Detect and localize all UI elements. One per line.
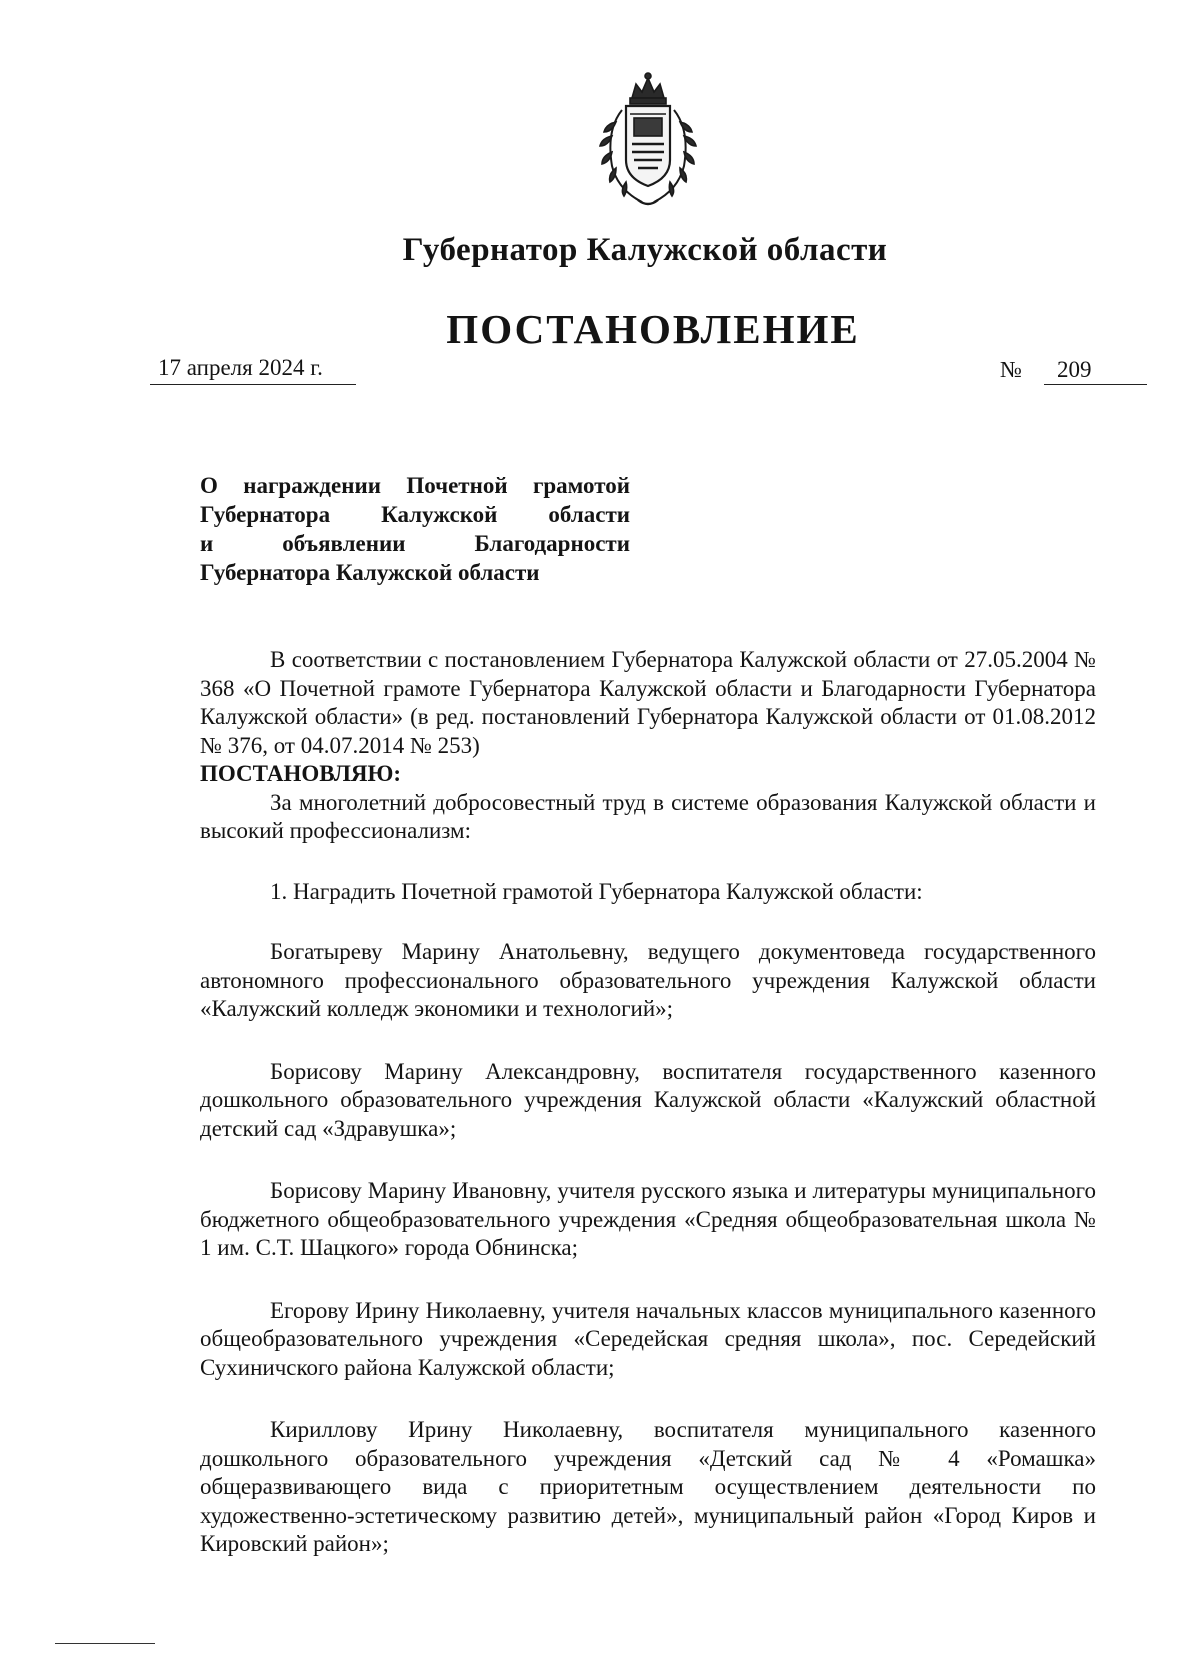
date-underline	[150, 384, 356, 385]
subject-line: и объявлении Благодарности	[200, 531, 630, 556]
document-body	[200, 646, 1096, 1559]
issuing-authority: Губернатор Калужской области	[402, 232, 888, 268]
document-subject	[200, 471, 630, 587]
subject-line: О награждении Почетной грамотой	[200, 473, 630, 498]
awardee-paragraph: Богатыреву Марину Анатольевну, ведущего документоведа государственного автономного профессионального образовательного учреждения Калужской области «Калужский колледж экономики и технологий»;	[200, 939, 1096, 1021]
document-type-title: ПОСТАНОВЛЕНИЕ	[446, 306, 860, 352]
preamble-paragraph: В соответствии с постановлением Губернатора Калужской области от 27.05.2004 № 368 «О Почетной грамоте Губернатора Калужской области и Благодарности Губернатора Калужской области» (в ред. постановлений Губернатора Калужской области от 01.08.2012 № 376, от 04.07.2014 № 253)	[200, 647, 1096, 758]
subject-line: Губернатора Калужской области	[200, 560, 540, 585]
awardee-paragraph: Борисову Марину Ивановну, учителя русского языка и литературы муниципального бюджетного общеобразовательного учреждения «Средняя общеобразовательная школа № 1 им. С.Т. Шацкого» города Обнинска;	[200, 1178, 1096, 1260]
number-sign: №	[1000, 357, 1022, 382]
awardee-paragraph: Егорову Ирину Николаевну, учителя начальных классов муниципального казенного общеобразовательного учреждения «Середейская средняя школа», пос. Середейский Сухиничского района Калужской области;	[200, 1297, 1096, 1380]
reason-paragraph: За многолетний добросовестный труд в системе образования Калужской области и высокий профессионализм:	[200, 789, 1096, 843]
footer-rule	[55, 1643, 155, 1644]
coat-of-arms-icon	[592, 70, 704, 210]
item-1-heading: 1. Наградить Почетной грамотой Губернатора Калужской области:	[270, 878, 923, 904]
awardee-paragraph: Борисову Марину Александровну, воспитателя государственного казенного дошкольного образовательного учреждения Калужской области «Калужский областной детский сад «Здравушка»;	[200, 1058, 1096, 1141]
number-value: 209	[1057, 357, 1092, 382]
resolve-heading: ПОСТАНОВЛЯЮ:	[200, 761, 402, 786]
number-underline	[1044, 384, 1147, 385]
document-date: 17 апреля 2024 г.	[158, 355, 323, 380]
subject-line: Губернатора Калужской области	[200, 502, 630, 527]
awardee-paragraph: Кириллову Ирину Николаевну, воспитателя муниципального казенного дошкольного образовательного учреждения «Детский сад № 4 «Ромашка» общеразвивающего вида с приоритетным осуществлением деятельности по художественно-эстетическому развитию детей», муниципальный район «Город Киров и Кировский район»;	[200, 1417, 1096, 1556]
